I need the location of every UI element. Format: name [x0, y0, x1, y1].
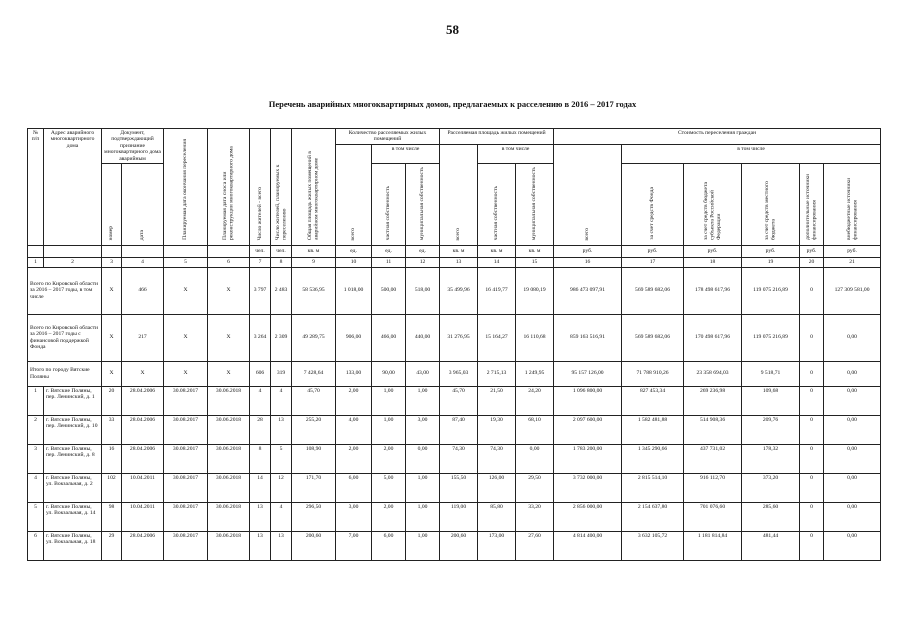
column-number: 7: [250, 257, 271, 267]
row-cell-c21: 0,00: [824, 473, 881, 502]
column-number: 8: [271, 257, 292, 267]
header-area-total: всего: [440, 144, 478, 245]
row-cell-c4: 28.04.2006: [122, 386, 164, 415]
unit-cell: кв. м: [292, 245, 336, 257]
table-row: [28, 444, 881, 473]
row-cell-c12: 3,00: [406, 415, 440, 444]
row-cell-c19: 209,76: [742, 415, 800, 444]
row-cell-c15: 33,20: [516, 502, 554, 531]
summary-cell-c13: 31 276,95: [440, 314, 478, 361]
row-cell-c14: 19,30: [478, 415, 516, 444]
row-cell-c6: 30.06.2018: [208, 502, 250, 531]
row-cell-c6: 30.06.2018: [208, 386, 250, 415]
row-cell-c9: 200,60: [292, 531, 336, 560]
summary-cell-c17: 71 788 910,26: [622, 361, 684, 386]
unit-cell-empty: [102, 245, 122, 257]
header-area-group: Расселяемая площадь жилых помещений: [440, 129, 554, 145]
summary-cell-c9: 7 428,64: [292, 361, 336, 386]
summary-cell-c13: 3 965,03: [440, 361, 478, 386]
row-cell-c15: 0,00: [516, 444, 554, 473]
header-rooms-incl: в том числе: [372, 144, 440, 163]
row-cell-c11: 5,00: [372, 473, 406, 502]
row-cell-c8: 4: [271, 502, 292, 531]
row-cell-c5: 30.08.2017: [164, 473, 208, 502]
unit-cell-empty: [164, 245, 208, 257]
row-cell-c12: 1,00: [406, 531, 440, 560]
row-cell-c4: 28.04.2006: [122, 531, 164, 560]
header-total-area: Общая площадь жилых помещений в аварийном многоквартирном доме: [292, 129, 336, 246]
column-number: 5: [164, 257, 208, 267]
row-cell-c3: 33: [102, 415, 122, 444]
summary-cell-c17: 569 589 682,06: [622, 267, 684, 314]
column-number: 16: [554, 257, 622, 267]
row-cell-c14: 74,30: [478, 444, 516, 473]
summary-cell-c4: X: [122, 361, 164, 386]
row-cell-c14: 21,50: [478, 386, 516, 415]
row-cell-c19: 178,32: [742, 444, 800, 473]
row-cell-c6: 30.06.2018: [208, 473, 250, 502]
summary-cell-c10: 1 018,00: [336, 267, 372, 314]
row-address: г. Вятские Поляны, ул. Вокзальная, д. 18: [44, 531, 102, 560]
row-cell-c8: 13: [271, 531, 292, 560]
row-cell-c17: 827 453,34: [622, 386, 684, 415]
unit-cell: руб.: [824, 245, 881, 257]
column-number: 21: [824, 257, 881, 267]
header-row-1: [28, 129, 881, 145]
row-cell-c3: 29: [102, 531, 122, 560]
header-rooms-group: Количество расселяемых жилых помещений: [336, 129, 440, 145]
summary-cell-c21: 0,00: [824, 314, 881, 361]
header-area-incl: в том числе: [478, 144, 554, 163]
header-rooms-private: частная собственность: [372, 164, 406, 245]
summary-cell-c15: 1 249,95: [516, 361, 554, 386]
summary-label: Всего по Кировской области за 2016 – 2017 годы с финансовой поддержкой Фонда: [28, 314, 102, 361]
column-number: 1: [28, 257, 44, 267]
row-cell-c4: 10.04.2011: [122, 502, 164, 531]
row-cell-c12: 1,00: [406, 473, 440, 502]
header-address: Адрес аварийного многоквартирного дома: [44, 129, 102, 246]
row-number: 6: [28, 531, 44, 560]
row-cell-c16: 4 814 400,00: [554, 531, 622, 560]
summary-cell-c5: X: [164, 361, 208, 386]
column-number: 10: [336, 257, 372, 267]
row-cell-c6: 30.06.2018: [208, 444, 250, 473]
summary-cell-c14: 15 164,27: [478, 314, 516, 361]
table-row: [28, 386, 881, 415]
row-cell-c18: 269 236,98: [684, 386, 742, 415]
unit-cell: кв. м: [478, 245, 516, 257]
row-cell-c9: 108,90: [292, 444, 336, 473]
row-cell-c13: 119,00: [440, 502, 478, 531]
header-cost-total: всего: [554, 144, 622, 245]
header-no: № п/п: [28, 129, 44, 246]
summary-cell-c8: 2 483: [271, 267, 292, 314]
unit-cell: руб.: [554, 245, 622, 257]
row-cell-c7: 14: [250, 473, 271, 502]
summary-cell-c3: X: [102, 361, 122, 386]
row-cell-c11: 2,00: [372, 502, 406, 531]
summary-cell-c21: 127 309 581,00: [824, 267, 881, 314]
summary-cell-c6: X: [208, 314, 250, 361]
header-residents-total: Число жителей - всего: [250, 129, 271, 246]
row-cell-c18: 1 181 814,84: [684, 531, 742, 560]
unit-cell: руб.: [684, 245, 742, 257]
summary-cell-c10: 906,00: [336, 314, 372, 361]
row-cell-c4: 10.04.2011: [122, 473, 164, 502]
header-cost-incl: в том числе: [622, 144, 881, 163]
row-cell-c9: 45,70: [292, 386, 336, 415]
row-cell-c11: 2,00: [372, 444, 406, 473]
row-cell-c12: 0,00: [406, 444, 440, 473]
row-cell-c10: 3,00: [336, 502, 372, 531]
row-address: г. Вятские Поляны, пер. Ленинский, д. 8: [44, 444, 102, 473]
column-numbers-row: [28, 257, 881, 267]
row-cell-c13: 155,50: [440, 473, 478, 502]
row-cell-c16: 1 783 200,00: [554, 444, 622, 473]
row-number: 3: [28, 444, 44, 473]
row-cell-c15: 29,50: [516, 473, 554, 502]
row-cell-c7: 8: [250, 444, 271, 473]
summary-cell-c7: 606: [250, 361, 271, 386]
summary-cell-c3: X: [102, 267, 122, 314]
header-cost-fund: за счет средств Фонда: [622, 164, 684, 245]
summary-cell-c19: 119 075 216,89: [742, 267, 800, 314]
summary-cell-c18: 178 498 617,96: [684, 267, 742, 314]
summary-cell-c9: 58 536,95: [292, 267, 336, 314]
column-number: 18: [684, 257, 742, 267]
row-cell-c20: 0: [800, 386, 824, 415]
unit-cell: кв. м: [440, 245, 478, 257]
row-cell-c11: 1,00: [372, 386, 406, 415]
row-cell-c4: 28.04.2006: [122, 444, 164, 473]
row-cell-c15: 68,10: [516, 415, 554, 444]
summary-cell-c21: 0,00: [824, 361, 881, 386]
column-number: 12: [406, 257, 440, 267]
row-cell-c17: 1 345 290,66: [622, 444, 684, 473]
row-cell-c17: 3 632 105,72: [622, 531, 684, 560]
summary-cell-c12: 43,00: [406, 361, 440, 386]
page-number: 58: [446, 22, 459, 37]
column-number: 11: [372, 257, 406, 267]
row-cell-c21: 0,00: [824, 502, 881, 531]
header-cost-extra: дополнительные источники финансирования: [800, 164, 824, 245]
summary-cell-c4: 466: [122, 267, 164, 314]
row-cell-c18: 916 112,70: [684, 473, 742, 502]
row-number: 4: [28, 473, 44, 502]
row-cell-c21: 0,00: [824, 386, 881, 415]
summary-cell-c16: 986 473 097,91: [554, 267, 622, 314]
summary-cell-c16: 859 163 516,91: [554, 314, 622, 361]
summary-cell-c17: 569 589 682,06: [622, 314, 684, 361]
row-address: г. Вятские Поляны, пер. Ленинский, д. 1: [44, 386, 102, 415]
row-cell-c20: 0: [800, 531, 824, 560]
row-cell-c21: 0,00: [824, 531, 881, 560]
row-address: г. Вятские Поляны, ул. Вокзальная, д. 14: [44, 502, 102, 531]
row-cell-c13: 87,40: [440, 415, 478, 444]
header-area-private: частная собственность: [478, 164, 516, 245]
row-cell-c8: 12: [271, 473, 292, 502]
row-cell-c18: 701 076,60: [684, 502, 742, 531]
row-cell-c19: 285,60: [742, 502, 800, 531]
unit-cell: ед.: [372, 245, 406, 257]
row-cell-c15: 27,60: [516, 531, 554, 560]
unit-cell-empty: [122, 245, 164, 257]
summary-cell-c19: 9 518,71: [742, 361, 800, 386]
table-row: [28, 415, 881, 444]
summary-cell-c10: 133,00: [336, 361, 372, 386]
summary-cell-c20: 0: [800, 314, 824, 361]
houses-table: [27, 128, 881, 561]
unit-cell-empty: [208, 245, 250, 257]
row-cell-c7: 28: [250, 415, 271, 444]
table-row: [28, 531, 881, 560]
summary-cell-c19: 119 075 216,89: [742, 314, 800, 361]
summary-cell-c18: 170 498 617,96: [684, 314, 742, 361]
column-number: 9: [292, 257, 336, 267]
summary-cell-c5: X: [164, 314, 208, 361]
unit-cell-empty: [44, 245, 102, 257]
row-cell-c18: 514 908,36: [684, 415, 742, 444]
summary-cell-c11: 500,00: [372, 267, 406, 314]
summary-label: Всего по Кировской области за 2016 – 2017 годы, в том числе: [28, 267, 102, 314]
row-cell-c21: 0,00: [824, 415, 881, 444]
units-row: [28, 245, 881, 257]
summary-row: [28, 314, 881, 361]
summary-cell-c11: 90,00: [372, 361, 406, 386]
row-number: 1: [28, 386, 44, 415]
row-cell-c12: 1,00: [406, 502, 440, 531]
row-cell-c8: 13: [271, 415, 292, 444]
row-cell-c7: 13: [250, 502, 271, 531]
header-demolish-date: Планируемая дата сноса или реконструкции многоквартирного дома: [208, 129, 250, 246]
header-rooms-municipal: муниципальная собственность: [406, 164, 440, 245]
summary-cell-c14: 2 715,13: [478, 361, 516, 386]
row-cell-c3: 102: [102, 473, 122, 502]
unit-cell: ед.: [336, 245, 372, 257]
header-doc-number: номер: [102, 164, 122, 245]
row-cell-c10: 7,00: [336, 531, 372, 560]
row-cell-c11: 6,00: [372, 531, 406, 560]
column-number: 17: [622, 257, 684, 267]
summary-row: [28, 361, 881, 386]
header-cost-local: за счет средств местного бюджета: [742, 164, 800, 245]
row-cell-c9: 171,70: [292, 473, 336, 502]
header-doc-group: Документ, подтверждающий признание многоквартирного дома аварийным: [102, 129, 164, 164]
unit-cell: чел.: [271, 245, 292, 257]
row-cell-c6: 30.06.2018: [208, 531, 250, 560]
header-plan-date: Планируемая дата окончания переселения: [164, 129, 208, 246]
row-cell-c16: 3 732 000,00: [554, 473, 622, 502]
row-cell-c3: 20: [102, 386, 122, 415]
row-cell-c13: 200,60: [440, 531, 478, 560]
row-cell-c15: 24,20: [516, 386, 554, 415]
row-cell-c18: 437 731,02: [684, 444, 742, 473]
row-cell-c5: 30.08.2017: [164, 531, 208, 560]
row-cell-c10: 6,00: [336, 473, 372, 502]
summary-cell-c18: 23 358 694,03: [684, 361, 742, 386]
row-cell-c10: 2,00: [336, 444, 372, 473]
summary-cell-c3: X: [102, 314, 122, 361]
header-cost-region: за счет средств бюджета субъекта Российской Федерации: [684, 164, 742, 245]
row-cell-c16: 2 097 600,00: [554, 415, 622, 444]
summary-label: Итого по городу Вятские Поляны: [28, 361, 102, 386]
column-number: 15: [516, 257, 554, 267]
row-cell-c20: 0: [800, 415, 824, 444]
summary-cell-c13: 35 499,96: [440, 267, 478, 314]
summary-cell-c11: 466,00: [372, 314, 406, 361]
summary-cell-c8: 2 309: [271, 314, 292, 361]
unit-cell-empty: [28, 245, 44, 257]
row-cell-c5: 30.08.2017: [164, 386, 208, 415]
table-row: [28, 473, 881, 502]
summary-cell-c16: 95 157 126,00: [554, 361, 622, 386]
row-cell-c20: 0: [800, 444, 824, 473]
row-cell-c11: 1,00: [372, 415, 406, 444]
header-cost-extra2: внебюджетные источники финансирования: [824, 164, 881, 245]
row-cell-c7: 4: [250, 386, 271, 415]
column-number: 14: [478, 257, 516, 267]
column-number: 20: [800, 257, 824, 267]
summary-row: [28, 267, 881, 314]
document-title: Перечень аварийных многоквартирных домов, предлагаемых к расселению в 2016 – 2017 годах: [268, 99, 637, 109]
summary-cell-c12: 518,00: [406, 267, 440, 314]
summary-cell-c15: 19 080,19: [516, 267, 554, 314]
row-cell-c20: 0: [800, 502, 824, 531]
summary-cell-c15: 16 110,68: [516, 314, 554, 361]
row-cell-c10: 4,00: [336, 415, 372, 444]
summary-cell-c20: 0: [800, 361, 824, 386]
row-cell-c19: 373,20: [742, 473, 800, 502]
summary-cell-c20: 0: [800, 267, 824, 314]
row-cell-c5: 30.08.2017: [164, 502, 208, 531]
unit-cell: руб.: [622, 245, 684, 257]
column-number: 19: [742, 257, 800, 267]
row-cell-c10: 2,00: [336, 386, 372, 415]
row-address: г. Вятские Поляны, ул. Вокзальная, д. 2: [44, 473, 102, 502]
row-cell-c12: 1,00: [406, 386, 440, 415]
header-area-municipal: муниципальная собственность: [516, 164, 554, 245]
column-number: 4: [122, 257, 164, 267]
table-row: [28, 502, 881, 531]
summary-cell-c6: X: [208, 267, 250, 314]
row-cell-c17: 2 154 637,80: [622, 502, 684, 531]
header-rooms-total: всего: [336, 144, 372, 245]
row-cell-c5: 30.08.2017: [164, 444, 208, 473]
header-residents-planned: Число жителей, планируемых к переселению: [271, 129, 292, 246]
column-number: 3: [102, 257, 122, 267]
row-cell-c17: 2 815 514,10: [622, 473, 684, 502]
unit-cell: ед.: [406, 245, 440, 257]
summary-cell-c12: 440,00: [406, 314, 440, 361]
row-cell-c14: 126,00: [478, 473, 516, 502]
summary-cell-c7: 3 264: [250, 314, 271, 361]
summary-cell-c7: 3 797: [250, 267, 271, 314]
summary-cell-c6: X: [208, 361, 250, 386]
summary-cell-c5: X: [164, 267, 208, 314]
row-cell-c20: 0: [800, 473, 824, 502]
row-number: 2: [28, 415, 44, 444]
row-cell-c19: 109,68: [742, 386, 800, 415]
column-number: 2: [44, 257, 102, 267]
row-cell-c6: 30.06.2018: [208, 415, 250, 444]
row-cell-c9: 255,20: [292, 415, 336, 444]
row-cell-c13: 45,70: [440, 386, 478, 415]
row-number: 5: [28, 502, 44, 531]
summary-cell-c4: 217: [122, 314, 164, 361]
unit-cell: чел.: [250, 245, 271, 257]
summary-cell-c14: 16 419,77: [478, 267, 516, 314]
row-cell-c3: 98: [102, 502, 122, 531]
row-cell-c14: 173,00: [478, 531, 516, 560]
row-cell-c7: 13: [250, 531, 271, 560]
row-cell-c21: 0,00: [824, 444, 881, 473]
column-number: 6: [208, 257, 250, 267]
row-cell-c5: 30.08.2017: [164, 415, 208, 444]
summary-cell-c8: 319: [271, 361, 292, 386]
unit-cell: руб.: [742, 245, 800, 257]
summary-cell-c9: 49 289,75: [292, 314, 336, 361]
row-cell-c4: 28.04.2006: [122, 415, 164, 444]
row-cell-c14: 85,80: [478, 502, 516, 531]
row-cell-c13: 74,30: [440, 444, 478, 473]
row-cell-c19: 481,44: [742, 531, 800, 560]
row-cell-c16: 2 856 000,00: [554, 502, 622, 531]
row-address: г. Вятские Поляны, пер. Ленинский, д. 10: [44, 415, 102, 444]
row-cell-c17: 1 582 481,88: [622, 415, 684, 444]
header-doc-date: дата: [122, 164, 164, 245]
row-cell-c16: 1 096 800,00: [554, 386, 622, 415]
unit-cell: руб.: [800, 245, 824, 257]
row-cell-c9: 296,50: [292, 502, 336, 531]
column-number: 13: [440, 257, 478, 267]
row-cell-c8: 4: [271, 386, 292, 415]
unit-cell: кв. м: [516, 245, 554, 257]
row-cell-c3: 16: [102, 444, 122, 473]
row-cell-c8: 5: [271, 444, 292, 473]
header-cost-group: Стоимость переселения граждан: [554, 129, 881, 145]
